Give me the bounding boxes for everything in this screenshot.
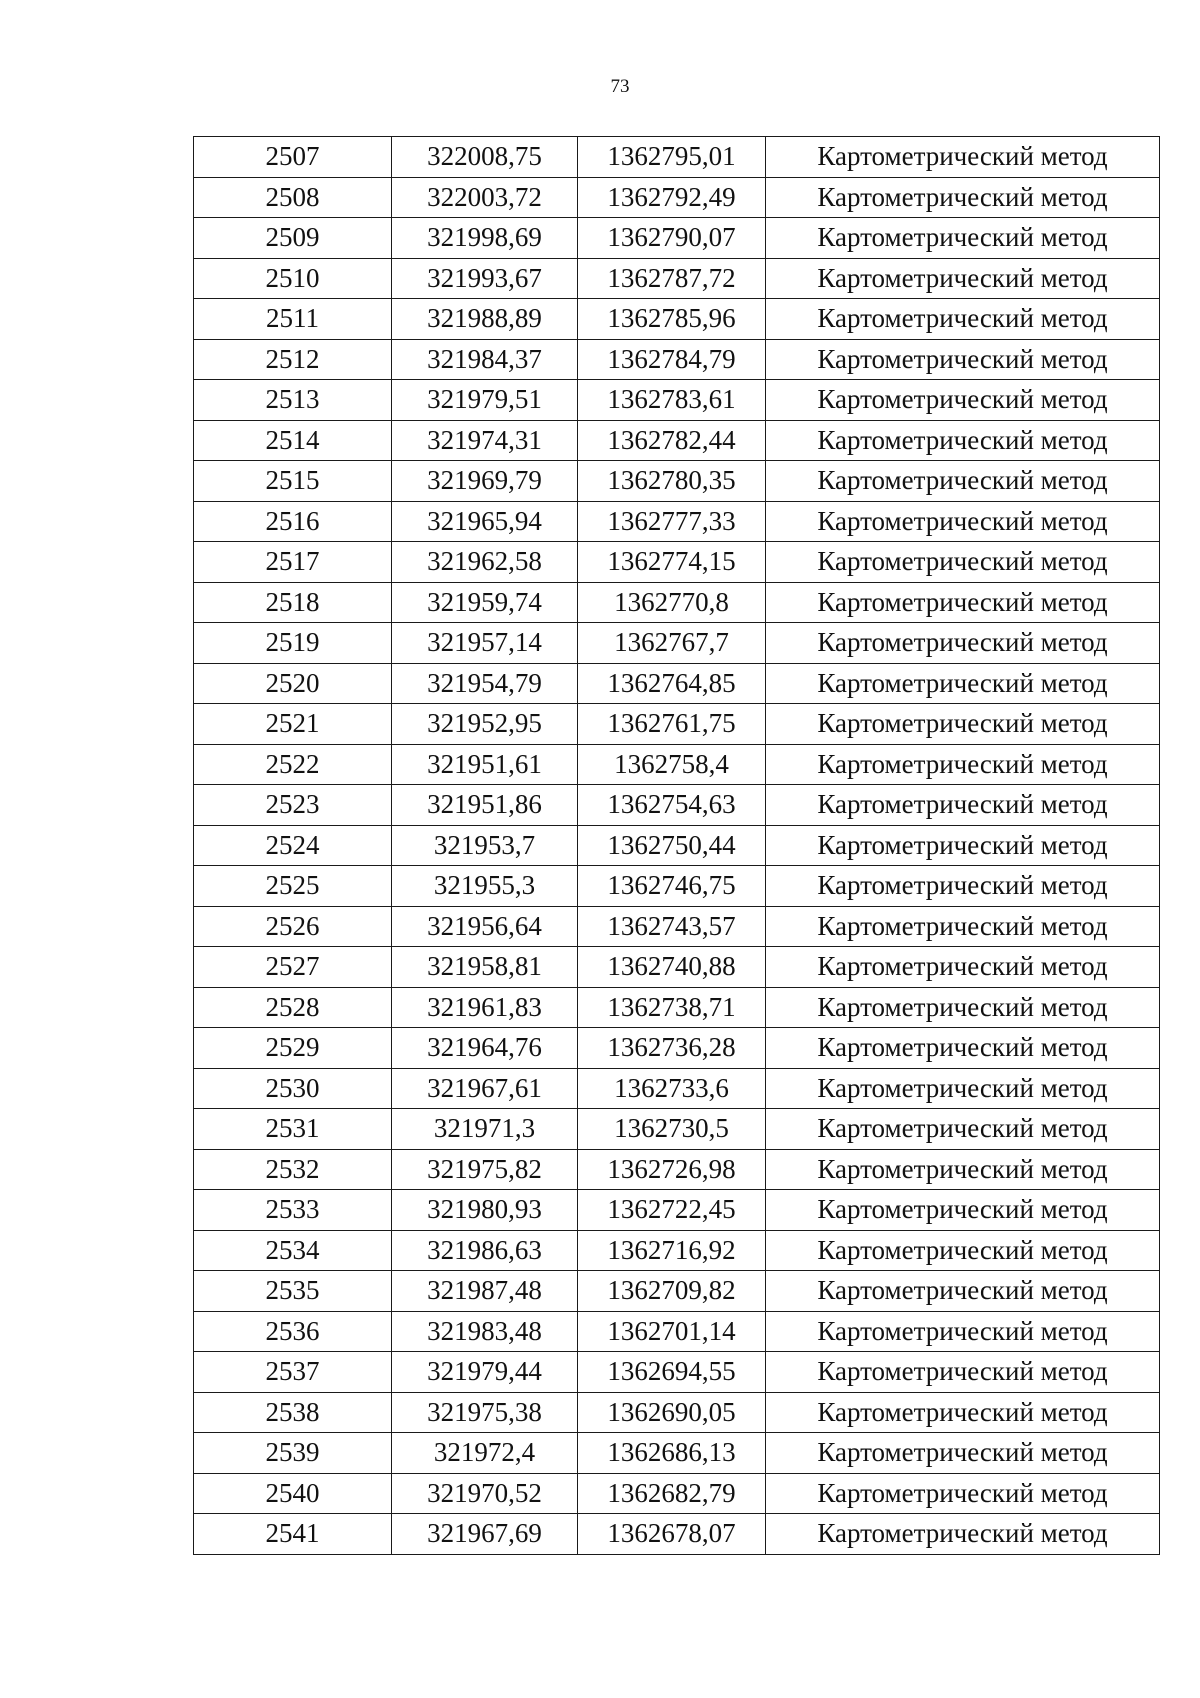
y-coordinate-cell: 1362790,07 bbox=[578, 218, 766, 259]
y-coordinate-cell: 1362761,75 bbox=[578, 704, 766, 745]
table-row bbox=[194, 1514, 1160, 1555]
x-coordinate-cell: 321975,38 bbox=[392, 1392, 578, 1433]
point-number-cell: 2508 bbox=[194, 177, 392, 218]
method-cell: Картометрический метод bbox=[766, 339, 1160, 380]
point-number-cell: 2535 bbox=[194, 1271, 392, 1312]
table-row bbox=[194, 339, 1160, 380]
point-number-cell: 2521 bbox=[194, 704, 392, 745]
table-row bbox=[194, 1352, 1160, 1393]
table-row bbox=[194, 1068, 1160, 1109]
table-body bbox=[194, 137, 1160, 1555]
point-number-cell: 2509 bbox=[194, 218, 392, 259]
x-coordinate-cell: 321988,89 bbox=[392, 299, 578, 340]
method-cell: Картометрический метод bbox=[766, 663, 1160, 704]
method-cell: Картометрический метод bbox=[766, 1149, 1160, 1190]
y-coordinate-cell: 1362780,35 bbox=[578, 461, 766, 502]
method-cell: Картометрический метод bbox=[766, 1271, 1160, 1312]
method-cell: Картометрический метод bbox=[766, 1433, 1160, 1474]
x-coordinate-cell: 321954,79 bbox=[392, 663, 578, 704]
table-row bbox=[194, 1271, 1160, 1312]
point-number-cell: 2534 bbox=[194, 1230, 392, 1271]
y-coordinate-cell: 1362726,98 bbox=[578, 1149, 766, 1190]
x-coordinate-cell: 321993,67 bbox=[392, 258, 578, 299]
table-row bbox=[194, 582, 1160, 623]
x-coordinate-cell: 321962,58 bbox=[392, 542, 578, 583]
method-cell: Картометрический метод bbox=[766, 704, 1160, 745]
x-coordinate-cell: 321984,37 bbox=[392, 339, 578, 380]
point-number-cell: 2513 bbox=[194, 380, 392, 421]
y-coordinate-cell: 1362678,07 bbox=[578, 1514, 766, 1555]
table-row bbox=[194, 542, 1160, 583]
method-cell: Картометрический метод bbox=[766, 299, 1160, 340]
x-coordinate-cell: 321971,3 bbox=[392, 1109, 578, 1150]
method-cell: Картометрический метод bbox=[766, 420, 1160, 461]
x-coordinate-cell: 321958,81 bbox=[392, 947, 578, 988]
point-number-cell: 2522 bbox=[194, 744, 392, 785]
table-row bbox=[194, 704, 1160, 745]
method-cell: Картометрический метод bbox=[766, 906, 1160, 947]
x-coordinate-cell: 321951,86 bbox=[392, 785, 578, 826]
x-coordinate-cell: 321951,61 bbox=[392, 744, 578, 785]
point-number-cell: 2518 bbox=[194, 582, 392, 623]
method-cell: Картометрический метод bbox=[766, 258, 1160, 299]
table-row bbox=[194, 258, 1160, 299]
table-row bbox=[194, 1149, 1160, 1190]
y-coordinate-cell: 1362740,88 bbox=[578, 947, 766, 988]
table-row bbox=[194, 380, 1160, 421]
method-cell: Картометрический метод bbox=[766, 947, 1160, 988]
method-cell: Картометрический метод bbox=[766, 380, 1160, 421]
table-row bbox=[194, 663, 1160, 704]
y-coordinate-cell: 1362758,4 bbox=[578, 744, 766, 785]
y-coordinate-cell: 1362716,92 bbox=[578, 1230, 766, 1271]
point-number-cell: 2524 bbox=[194, 825, 392, 866]
y-coordinate-cell: 1362690,05 bbox=[578, 1392, 766, 1433]
table-row bbox=[194, 623, 1160, 664]
x-coordinate-cell: 321980,93 bbox=[392, 1190, 578, 1231]
page-number: 73 bbox=[610, 76, 630, 97]
point-number-cell: 2540 bbox=[194, 1473, 392, 1514]
point-number-cell: 2530 bbox=[194, 1068, 392, 1109]
point-number-cell: 2536 bbox=[194, 1311, 392, 1352]
method-cell: Картометрический метод bbox=[766, 461, 1160, 502]
x-coordinate-cell: 321964,76 bbox=[392, 1028, 578, 1069]
x-coordinate-cell: 321975,82 bbox=[392, 1149, 578, 1190]
y-coordinate-cell: 1362701,14 bbox=[578, 1311, 766, 1352]
point-number-cell: 2515 bbox=[194, 461, 392, 502]
y-coordinate-cell: 1362792,49 bbox=[578, 177, 766, 218]
table-row bbox=[194, 1230, 1160, 1271]
point-number-cell: 2520 bbox=[194, 663, 392, 704]
table-row bbox=[194, 137, 1160, 178]
table-row bbox=[194, 825, 1160, 866]
method-cell: Картометрический метод bbox=[766, 866, 1160, 907]
point-number-cell: 2517 bbox=[194, 542, 392, 583]
table-row bbox=[194, 1392, 1160, 1433]
y-coordinate-cell: 1362787,72 bbox=[578, 258, 766, 299]
method-cell: Картометрический метод bbox=[766, 177, 1160, 218]
table-row bbox=[194, 947, 1160, 988]
point-number-cell: 2529 bbox=[194, 1028, 392, 1069]
point-number-cell: 2523 bbox=[194, 785, 392, 826]
table-row bbox=[194, 218, 1160, 259]
table-row bbox=[194, 177, 1160, 218]
y-coordinate-cell: 1362795,01 bbox=[578, 137, 766, 178]
method-cell: Картометрический метод bbox=[766, 1109, 1160, 1150]
x-coordinate-cell: 321983,48 bbox=[392, 1311, 578, 1352]
y-coordinate-cell: 1362770,8 bbox=[578, 582, 766, 623]
method-cell: Картометрический метод bbox=[766, 1514, 1160, 1555]
table-row bbox=[194, 461, 1160, 502]
table-row bbox=[194, 1190, 1160, 1231]
y-coordinate-cell: 1362785,96 bbox=[578, 299, 766, 340]
table-row bbox=[194, 420, 1160, 461]
y-coordinate-cell: 1362743,57 bbox=[578, 906, 766, 947]
x-coordinate-cell: 321979,44 bbox=[392, 1352, 578, 1393]
y-coordinate-cell: 1362736,28 bbox=[578, 1028, 766, 1069]
point-number-cell: 2526 bbox=[194, 906, 392, 947]
y-coordinate-cell: 1362709,82 bbox=[578, 1271, 766, 1312]
method-cell: Картометрический метод bbox=[766, 1311, 1160, 1352]
point-number-cell: 2525 bbox=[194, 866, 392, 907]
y-coordinate-cell: 1362682,79 bbox=[578, 1473, 766, 1514]
y-coordinate-cell: 1362764,85 bbox=[578, 663, 766, 704]
x-coordinate-cell: 321957,14 bbox=[392, 623, 578, 664]
table-row bbox=[194, 1311, 1160, 1352]
y-coordinate-cell: 1362738,71 bbox=[578, 987, 766, 1028]
y-coordinate-cell: 1362774,15 bbox=[578, 542, 766, 583]
method-cell: Картометрический метод bbox=[766, 825, 1160, 866]
method-cell: Картометрический метод bbox=[766, 1473, 1160, 1514]
point-number-cell: 2510 bbox=[194, 258, 392, 299]
table-row bbox=[194, 744, 1160, 785]
y-coordinate-cell: 1362722,45 bbox=[578, 1190, 766, 1231]
point-number-cell: 2537 bbox=[194, 1352, 392, 1393]
y-coordinate-cell: 1362750,44 bbox=[578, 825, 766, 866]
y-coordinate-cell: 1362754,63 bbox=[578, 785, 766, 826]
method-cell: Картометрический метод bbox=[766, 1028, 1160, 1069]
coordinates-table bbox=[193, 136, 1160, 1555]
x-coordinate-cell: 321967,69 bbox=[392, 1514, 578, 1555]
y-coordinate-cell: 1362694,55 bbox=[578, 1352, 766, 1393]
table-row bbox=[194, 906, 1160, 947]
point-number-cell: 2541 bbox=[194, 1514, 392, 1555]
table-row bbox=[194, 1473, 1160, 1514]
y-coordinate-cell: 1362783,61 bbox=[578, 380, 766, 421]
table-row bbox=[194, 866, 1160, 907]
table-row bbox=[194, 501, 1160, 542]
x-coordinate-cell: 321986,63 bbox=[392, 1230, 578, 1271]
x-coordinate-cell: 321953,7 bbox=[392, 825, 578, 866]
method-cell: Картометрический метод bbox=[766, 623, 1160, 664]
x-coordinate-cell: 321952,95 bbox=[392, 704, 578, 745]
x-coordinate-cell: 321965,94 bbox=[392, 501, 578, 542]
table-row bbox=[194, 1109, 1160, 1150]
point-number-cell: 2527 bbox=[194, 947, 392, 988]
y-coordinate-cell: 1362767,7 bbox=[578, 623, 766, 664]
method-cell: Картометрический метод bbox=[766, 987, 1160, 1028]
method-cell: Картометрический метод bbox=[766, 1392, 1160, 1433]
point-number-cell: 2507 bbox=[194, 137, 392, 178]
method-cell: Картометрический метод bbox=[766, 218, 1160, 259]
point-number-cell: 2516 bbox=[194, 501, 392, 542]
y-coordinate-cell: 1362784,79 bbox=[578, 339, 766, 380]
y-coordinate-cell: 1362746,75 bbox=[578, 866, 766, 907]
method-cell: Картометрический метод bbox=[766, 501, 1160, 542]
x-coordinate-cell: 321970,52 bbox=[392, 1473, 578, 1514]
x-coordinate-cell: 321998,69 bbox=[392, 218, 578, 259]
x-coordinate-cell: 321974,31 bbox=[392, 420, 578, 461]
table-row bbox=[194, 1433, 1160, 1474]
y-coordinate-cell: 1362733,6 bbox=[578, 1068, 766, 1109]
method-cell: Картометрический метод bbox=[766, 582, 1160, 623]
x-coordinate-cell: 321955,3 bbox=[392, 866, 578, 907]
method-cell: Картометрический метод bbox=[766, 1230, 1160, 1271]
table-row bbox=[194, 1028, 1160, 1069]
x-coordinate-cell: 321956,64 bbox=[392, 906, 578, 947]
x-coordinate-cell: 322003,72 bbox=[392, 177, 578, 218]
table-row bbox=[194, 987, 1160, 1028]
table-row bbox=[194, 785, 1160, 826]
y-coordinate-cell: 1362686,13 bbox=[578, 1433, 766, 1474]
method-cell: Картометрический метод bbox=[766, 1068, 1160, 1109]
table-row bbox=[194, 299, 1160, 340]
method-cell: Картометрический метод bbox=[766, 542, 1160, 583]
point-number-cell: 2539 bbox=[194, 1433, 392, 1474]
x-coordinate-cell: 321969,79 bbox=[392, 461, 578, 502]
point-number-cell: 2532 bbox=[194, 1149, 392, 1190]
point-number-cell: 2533 bbox=[194, 1190, 392, 1231]
point-number-cell: 2511 bbox=[194, 299, 392, 340]
point-number-cell: 2512 bbox=[194, 339, 392, 380]
x-coordinate-cell: 321987,48 bbox=[392, 1271, 578, 1312]
x-coordinate-cell: 321967,61 bbox=[392, 1068, 578, 1109]
y-coordinate-cell: 1362730,5 bbox=[578, 1109, 766, 1150]
y-coordinate-cell: 1362777,33 bbox=[578, 501, 766, 542]
x-coordinate-cell: 322008,75 bbox=[392, 137, 578, 178]
point-number-cell: 2519 bbox=[194, 623, 392, 664]
x-coordinate-cell: 321979,51 bbox=[392, 380, 578, 421]
method-cell: Картометрический метод bbox=[766, 785, 1160, 826]
point-number-cell: 2531 bbox=[194, 1109, 392, 1150]
x-coordinate-cell: 321959,74 bbox=[392, 582, 578, 623]
x-coordinate-cell: 321961,83 bbox=[392, 987, 578, 1028]
method-cell: Картометрический метод bbox=[766, 1190, 1160, 1231]
method-cell: Картометрический метод bbox=[766, 1352, 1160, 1393]
point-number-cell: 2514 bbox=[194, 420, 392, 461]
point-number-cell: 2538 bbox=[194, 1392, 392, 1433]
method-cell: Картометрический метод bbox=[766, 137, 1160, 178]
x-coordinate-cell: 321972,4 bbox=[392, 1433, 578, 1474]
point-number-cell: 2528 bbox=[194, 987, 392, 1028]
method-cell: Картометрический метод bbox=[766, 744, 1160, 785]
y-coordinate-cell: 1362782,44 bbox=[578, 420, 766, 461]
